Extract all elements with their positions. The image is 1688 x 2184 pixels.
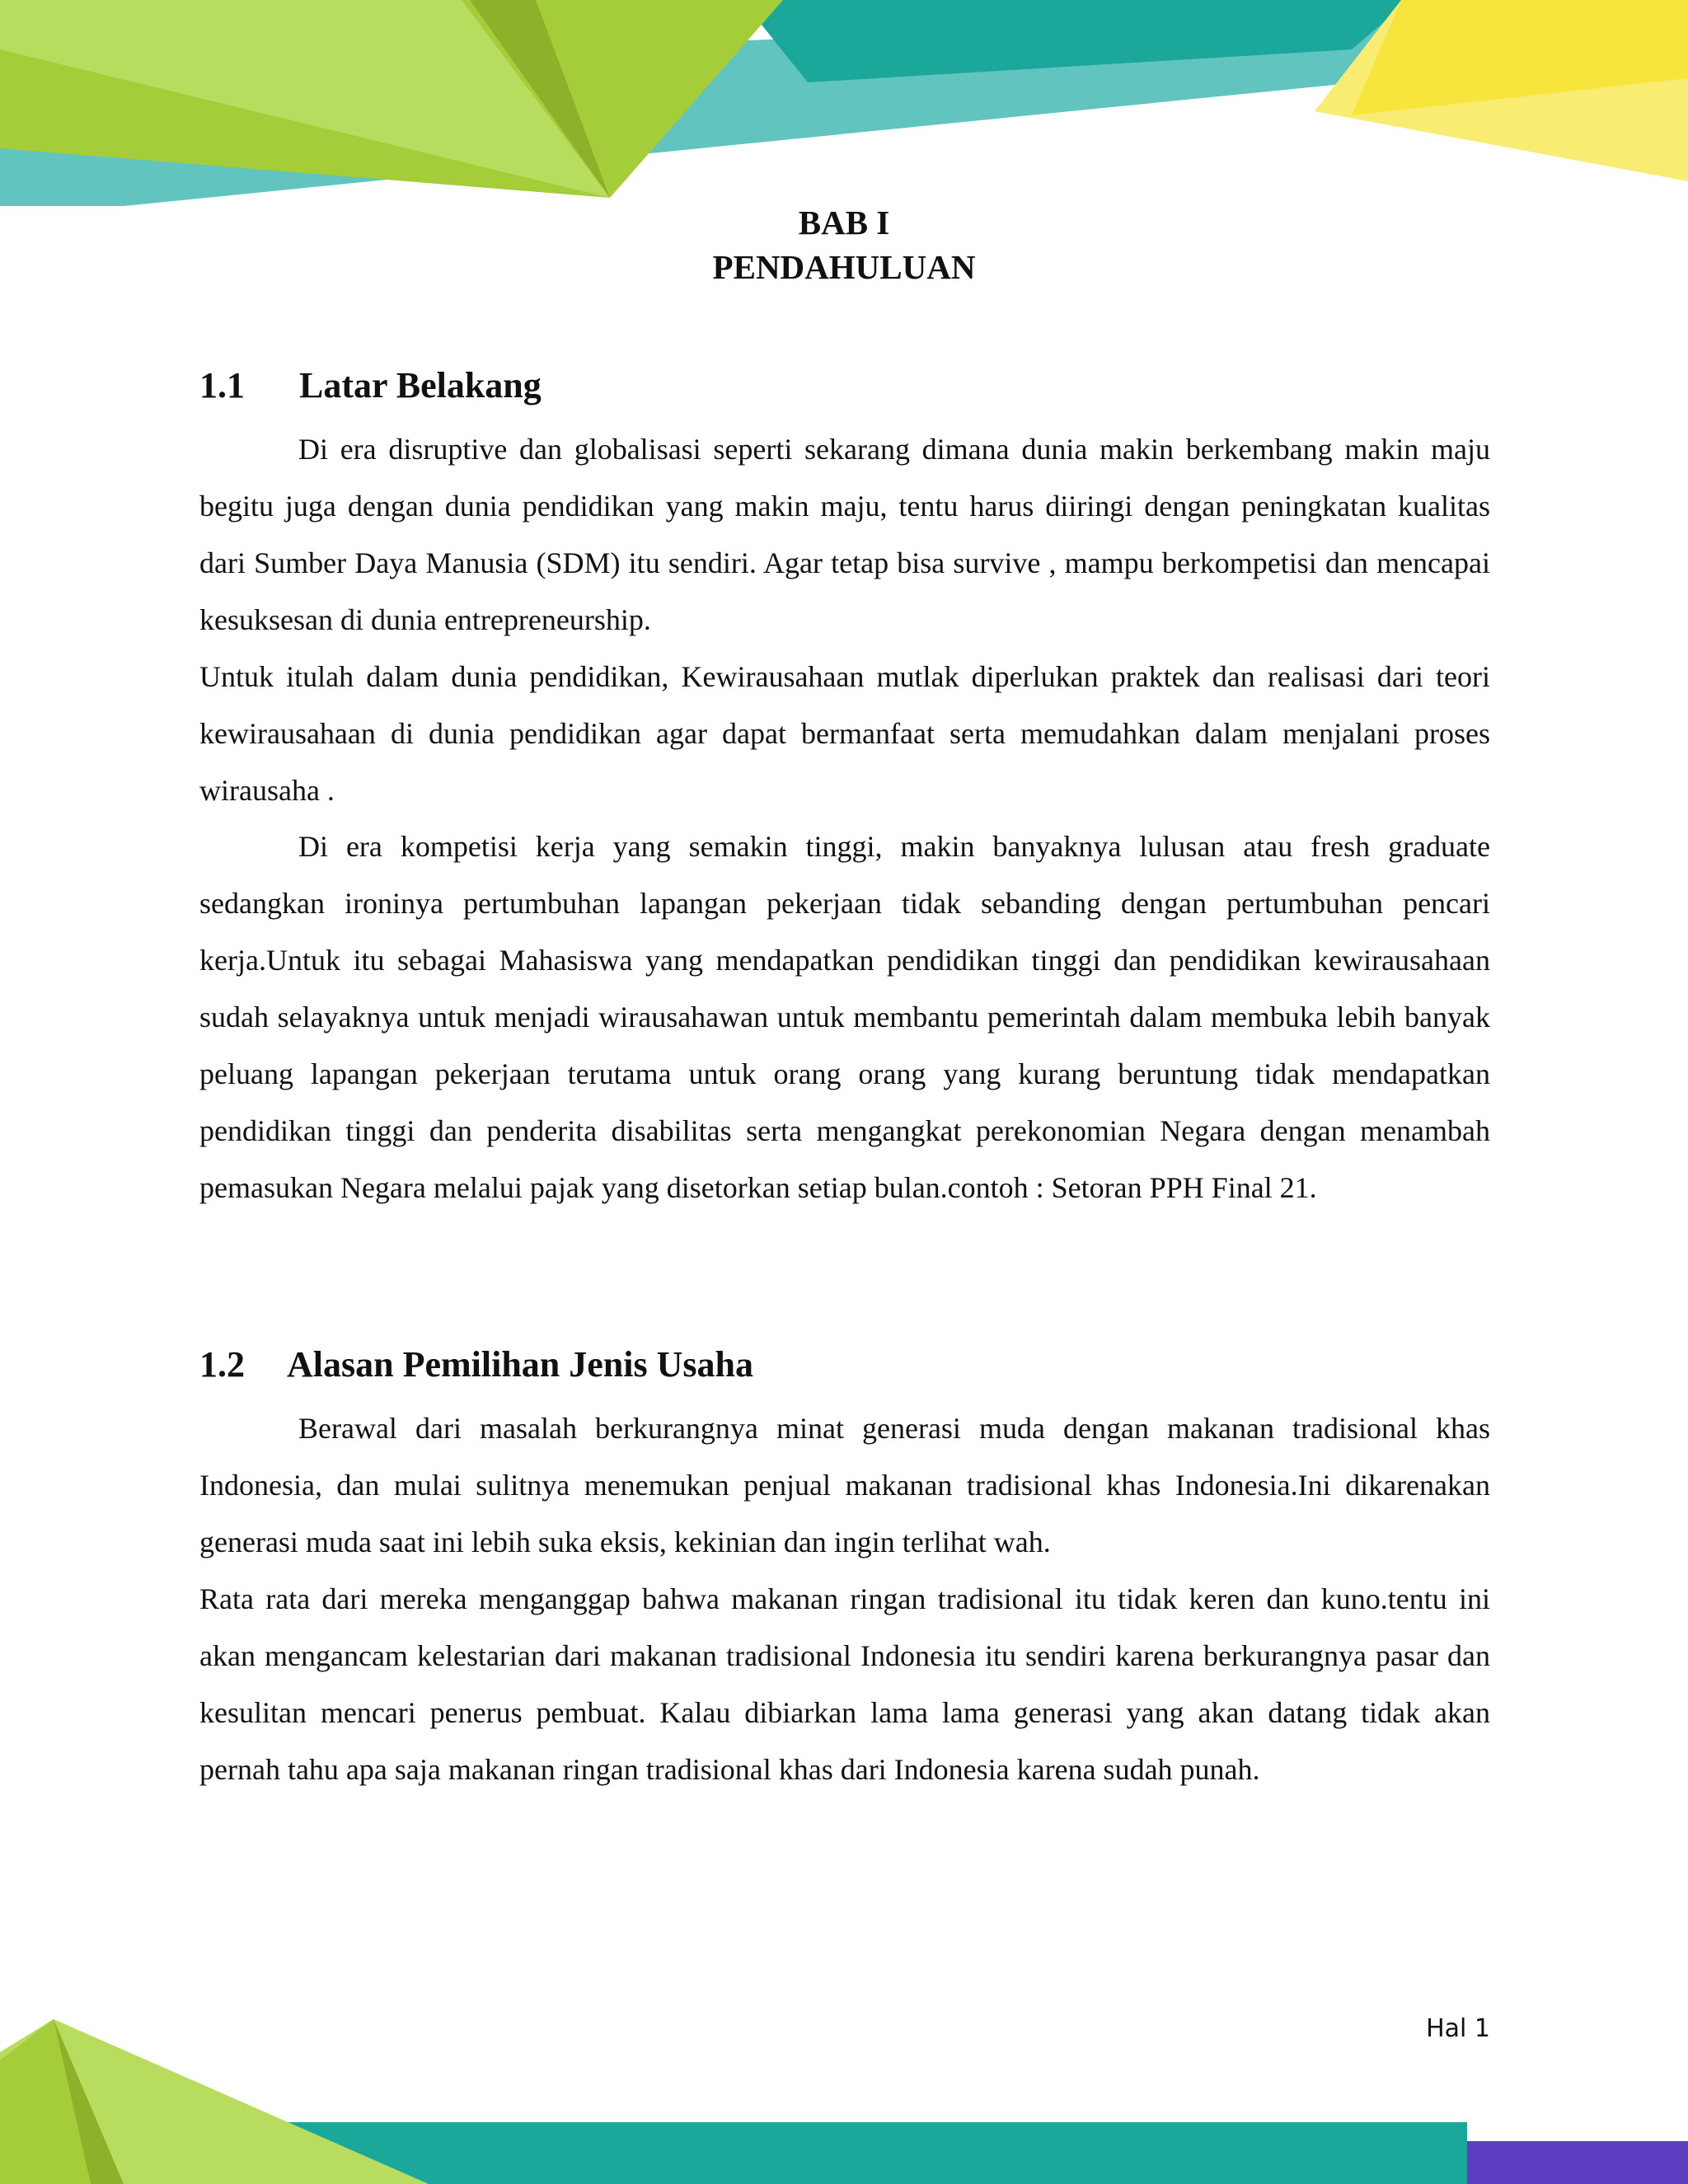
paragraph: Di era disruptive dan globalisasi seperti sekarang dimana dunia makin berkembang makin maju begitu juga dengan dunia pendidikan yang makin maju, tentu harus diiringi dengan peningkatan kualitas dari Sumber Daya Manusia (SDM) itu sendiri. Agar tetap bisa survive , mampu berkompetisi dan mencapai kesuksesan di dunia entrepreneurship. bbox=[199, 433, 1490, 636]
section-number: 1.1 bbox=[199, 365, 245, 405]
page-number: Hal 1 bbox=[1426, 2014, 1490, 2043]
paragraph: Berawal dari masalah berkurangnya minat generasi muda dengan makanan tradisional khas Indonesia, dan mulai sulitnya menemukan penjual makanan tradisional khas Indonesia.Ini dikarenakan generasi muda saat ini lebih suka eksis, kekinian dan ingin terlihat wah. bbox=[199, 1412, 1490, 1558]
section-title: Latar Belakang bbox=[299, 365, 542, 405]
paragraph: Untuk itulah dalam dunia pendidikan, Kewirausahaan mutlak diperlukan praktek dan realisasi dari teori kewirausahaan di dunia pendidikan agar dapat bermanfaat serta memudahkan dalam menjalani proses wirausaha . bbox=[199, 660, 1490, 807]
section-heading-latar-belakang bbox=[199, 363, 1490, 409]
paragraph: Rata rata dari mereka menganggap bahwa makanan ringan tradisional itu tidak keren dan kuno.tentu ini akan mengancam kelestarian dari makanan tradisional Indonesia itu sendiri karena berkurangnya pasar dan kesulitan mencari penerus pembuat. Kalau dibiarkan lama lama generasi yang akan datang tidak akan pernah tahu apa saja makanan ringan tradisional khas dari Indonesia karena sudah punah. bbox=[199, 1582, 1490, 1786]
section-number: 1.2 bbox=[199, 1344, 245, 1385]
section-heading-alasan-pemilihan bbox=[199, 1342, 1490, 1388]
section-title: Alasan Pemilihan Jenis Usaha bbox=[287, 1344, 753, 1385]
chapter-label: BAB I bbox=[798, 204, 890, 241]
paragraph: Di era kompetisi kerja yang semakin tinggi, makin banyaknya lulusan atau fresh graduate sedangkan ironinya pertumbuhan lapangan pekerjaan tidak sebanding dengan pertumbuhan pencari kerja.Untuk itu sebagai Mahasiswa yang mendapatkan pendidikan tinggi dan pendidikan kewirausahaan sudah selayaknya untuk menjadi wirausahawan untuk membantu pemerintah dalam membuka lebih banyak peluang lapangan pekerjaan terutama untuk orang orang yang kurang beruntung tidak mendapatkan pendidikan tinggi dan penderita disabilitas serta mengangkat perekonomian Negara dengan menambah pemasukan Negara melalui pajak yang disetorkan setiap bulan.contoh : Setoran PPH Final 21. bbox=[199, 830, 1490, 1204]
chapter-title: PENDAHULUAN bbox=[712, 248, 976, 286]
